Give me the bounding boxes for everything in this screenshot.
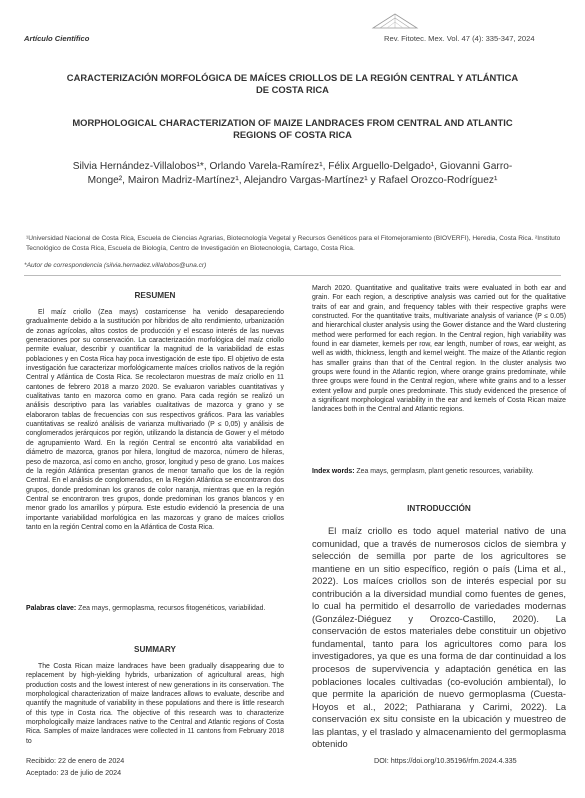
- title-english: MORPHOLOGICAL CHARACTERIZATION OF MAIZE LANDRACES FROM CENTRAL AND ATLANTIC REGIONS OF COSTA RICA: [72, 117, 513, 140]
- corresponding-author: *Autor de correspondencia (silvia.hernadez.villalobos@una.cr): [24, 262, 207, 269]
- journal-logo-icon: [370, 10, 420, 30]
- palabras-clave: [26, 604, 284, 613]
- summary-heading: SUMMARY: [134, 645, 176, 654]
- summary-body: The Costa Rican maize landraces have been gradually disappearing due to replacement by high-yielding hybrids, urbanization of agricultural areas, high production costs and the lowest interest of new generations in its conservation. The morphological characterization of maize landraces allows to evaluate, describe and quantify the magnitude of variability in these populations and there is little research of this type in Costa rica. The objective of this research was to characterize morphologically maize landraces native to the Central and Atlantic regions of Costa Rica. Samples of maize landraces were collected in 11 cantons from February 2018 to: [26, 663, 284, 745]
- received-date: Recibido: 22 de enero de 2024: [26, 756, 125, 765]
- index-words-text: Zea mays, germplasm, plant genetic resources, variability.: [356, 468, 534, 475]
- keywords-label: Palabras clave:: [26, 605, 77, 612]
- section-label: Artículo Científico: [24, 34, 90, 43]
- journal-reference: Rev. Fitotec. Mex. Vol. 47 (4): 335-347, 2024: [384, 34, 535, 43]
- introduccion-heading: INTRODUCCIÓN: [407, 504, 471, 513]
- index-words-label: Index words:: [312, 468, 355, 475]
- doi-link[interactable]: DOI: https://doi.org/10.35196/rfm.2024.4.335: [374, 756, 517, 765]
- title-spanish: CARACTERIZACIÓN MORFOLÓGICA DE MAÍCES CRIOLLOS DE LA REGIÓN CENTRAL Y ATLÁNTICA DE COSTA RICA: [66, 72, 519, 95]
- divider: [24, 275, 561, 276]
- author-list: Silvia Hernández-Villalobos¹*, Orlando Varela-Ramírez¹, Félix Arguello-Delgado¹, Giovanni Garro-Monge², Mairon Madriz-Martínez¹, Alejandro Vargas-Martínez¹ y Rafael Orozco-Rodríguez¹: [72, 161, 513, 186]
- introduccion-body: El maíz criollo es todo aquel material nativo de una comunidad, que a través de numerosos ciclos de siembra y selección de semilla por parte de los agricultores se mantiene en un sitio específico, región o país (Lima et al., 2022). Los maíces criollos son de interés especial por su contribución a la diversidad mundial como fuentes de genes, lo cual ha permitido el desarrollo de variedades modernas (González-Diéguez y Orozco-Castillo, 2020). La conservación de estos materiales debe constituir un objetivo fundamental, tanto para los agricultores como para los investigadores, ya que es una forma de dar continuidad a los procesos de supervivencia y adaptación genética en las poblaciones locales cultivadas (co-evolución ambiental), lo que permite la aparición de nuevo germoplasma (Cuesta-Hoyos et al., 2022; Pathiarana y Carimi, 2022). La conservación ex situ consiste en la ubicación y muestreo de las plantas, y el traslado y almacenamiento del germoplasma obtenido: [312, 526, 566, 750]
- summary-body-continued: March 2020. Quantitative and qualitative traits were evaluated in both ear and grain. For each region, a descriptive analysis was carried out for the qualitative traits of ear and grain, and frequency tables with their respective graphs were constructed. For the quantitative traits, multivariate analysis of variance (P ≤ 0.05) and hierarchical cluster analysis using the Gower distance and the Ward clustering method were performed for each region. In the Central region, high variability was found in ear diameter, kernels per row, ear length, number of rows, ear weight, as well as width, thickness, length and kernel weight. The maize of the Atlantic region has smaller grains than that of the Central region. In the cluster analysis two groups were found in the Atlantic region, where orange grains predominate, while three groups were found in the Central region, where white grains and to a lesser extent yellow and purple ones predominate. This study evidenced the presence of a significant morphological variability in the ear and kernels of Costa Rican maize landraces both in the Central and Atlantic regions.: [312, 285, 566, 414]
- affiliations: ¹Universidad Nacional de Costa Rica, Escuela de Ciencias Agrarias, Biotecnología Vegetal y Recursos Genéticos para el Fitomejoramiento (BIOVERFI), Heredia, Costa Rica. ²Instituto Tecnológico de Costa Rica, Escuela de Biología, Centro de Investigación en Biotecnología, Cartago, Costa Rica.: [26, 235, 561, 252]
- resumen-heading: RESUMEN: [134, 291, 176, 300]
- index-words: [312, 467, 566, 476]
- resumen-body: El maíz criollo (Zea mays) costarricense ha venido desapareciendo gradualmente debido a la sustitución por híbridos de alto rendimiento, urbanización de zonas agrícolas, altos costos de producción y el escaso interés de las nuevas generaciones por su conservación. La caracterización morfológica del maíz criollo permite evaluar, describir y cuantificar la magnitud de la variabilidad de estas poblaciones y en Costa Rica hay poca investigación de este tipo. El objetivo de esta investigación fue caracterizar morfológicamente maíces criollos nativos de la región Central y Atlántica de Costa Rica. Se recolectaron muestras de maíz criollo en 11 cantones de febrero 2018 a marzo 2020. Se evaluaron variables cuantitativas y cualitativas tanto en mazorca como en grano. Para cada región se realizó un análisis descriptivo para las variables cualitativas de mazorca y grano y se elaboraron tablas de frecuencias con sus respectivos gráficos. Para las variables cuantitativas se realizó análisis de varianza multivariado (P ≤ 0,05) y análisis de conglomerados jerárquicos por región, utilizando la distancia de Gower y el método de agrupamiento Ward. En la región Central se encontró alta variabilidad en diámetro de mazorca, granos por hilera, longitud de mazorca, número de hileras, peso de mazorca, así como en ancho, grosor, longitud y peso de grano. Los maíces de la región Atlántica presentan granos de menor tamaño que los de la región Central. En el análisis de conglomerados, en la Región Atlántica se encontraron dos grupos, donde predominan los granos de color naranja, mientras que en la región Central se encontraron tres grupos, donde predominan los granos blancos y en menor grado los amarillos y púrpura. Este estudio evidenció la presencia de una importante variabilidad morfológica en las mazorcas y grano de maíces criollos tanto en la región Central como en la Atlántica de Costa Rica.: [26, 309, 284, 531]
- accepted-date: Aceptado: 23 de julio de 2024: [26, 768, 122, 777]
- keywords-text: Zea mays, germoplasma, recursos fitogenéticos, variabilidad.: [78, 605, 266, 612]
